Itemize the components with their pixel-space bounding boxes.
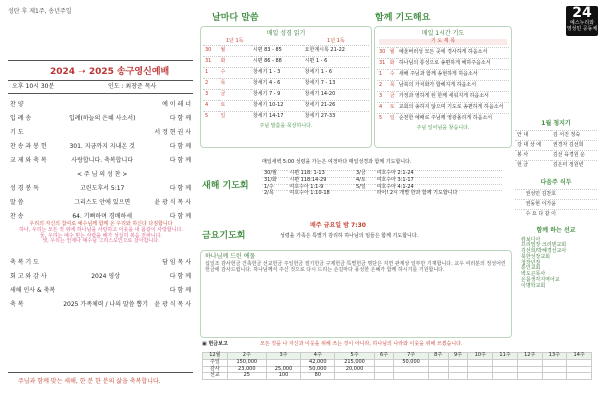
prayer-cell: 2 bbox=[379, 82, 383, 89]
mission-item: 통인교회 bbox=[521, 265, 541, 272]
reading-cell: 수 bbox=[220, 69, 226, 76]
offering-cell bbox=[448, 366, 468, 373]
reading-cell: 2 bbox=[205, 80, 209, 87]
worship-footer: 주님과 함께 맞는 새해, 한 분 한 분의 삶을 축복합니다. bbox=[18, 378, 161, 385]
offering-cell bbox=[493, 366, 518, 373]
reading-panel bbox=[200, 26, 372, 148]
prayer-cell: 하나님의 통성으로 송편하게 해하주옵소서 bbox=[398, 60, 491, 67]
order-of-worship bbox=[8, 98, 193, 224]
prayer-cell: 목 bbox=[389, 82, 395, 89]
news-body: 십일조 감사헌금 건축헌금 선교헌금 주일헌금 절기헌금 구제헌금 특별헌금 명단은 지면 관계상 일부만 기재합니다. 교우 여러분의 정성어린 헌금에 감사드립니다. 하나님께서 주신 것으로 다시 드리는 손길마다 풍성한 은혜가 함께 하시기를 기원합니다. bbox=[205, 261, 506, 273]
prayer-cell: 수 bbox=[389, 71, 395, 78]
offering-cell: 25 bbox=[227, 373, 266, 380]
prayer-row bbox=[377, 80, 509, 91]
order-row bbox=[8, 182, 193, 196]
mission-item: 캄보디아 bbox=[521, 236, 541, 243]
reading-row bbox=[203, 56, 369, 67]
prayer-title: 매일 1시간 기도 bbox=[421, 30, 465, 37]
offering-cell: 6주 bbox=[374, 353, 394, 360]
worship-time: 오후 10시 30분 bbox=[12, 83, 55, 90]
badge-line-1: 예스누리와 bbox=[569, 20, 595, 26]
prayer-subtitle: 기 도 제 목 bbox=[379, 39, 507, 45]
newyear-cell: 30/월 bbox=[264, 170, 277, 176]
reading-cell: 5 bbox=[205, 113, 209, 120]
offering-cell bbox=[428, 366, 448, 373]
bulletin-header: 성탄 후 제1주, 송년주일 bbox=[8, 8, 72, 15]
offering-cell: 12월 bbox=[203, 353, 228, 360]
prayer-row bbox=[377, 69, 509, 80]
church-badge bbox=[566, 6, 598, 36]
reading-cell: 창세기 4 - 6 bbox=[252, 80, 281, 87]
reading-cell: 토 bbox=[220, 102, 226, 109]
order-who: 다 함 께 bbox=[169, 185, 191, 193]
reading-cell: 창세기 14-17 bbox=[252, 113, 284, 120]
order-row bbox=[8, 112, 193, 126]
reading-cell: 3 bbox=[205, 91, 209, 98]
order-row bbox=[8, 284, 193, 298]
prayer-cell: 31 bbox=[379, 60, 386, 67]
offering-cell: 9주 bbox=[448, 353, 468, 360]
offering-cell: 4주 bbox=[301, 353, 335, 360]
reading-cell: 시편 1 - 6 bbox=[304, 58, 328, 65]
prayer-cell: 예울버러성 모든 곳에 경사하게 하옵소서 bbox=[398, 49, 488, 56]
order-desc: 사랑합니다. 축복합니다 bbox=[71, 157, 134, 165]
order-desc: 64. 기뻐하며 경배하세 bbox=[72, 213, 133, 221]
order-who: 다 함 께 bbox=[169, 287, 191, 295]
reading-cell: 4 bbox=[205, 102, 209, 109]
newyear-cell: 라어! 2시 개별 한과 함께 기도합니다 bbox=[376, 190, 458, 197]
steward-row bbox=[515, 141, 597, 151]
mission-item: 청장년장 bbox=[521, 259, 541, 266]
prayer-row bbox=[377, 91, 509, 102]
steward-cell: 권경자 김선희 bbox=[552, 141, 584, 148]
newyear-label: 새해 기도회 bbox=[202, 181, 249, 191]
steward-cell: 헌 금 bbox=[517, 162, 529, 169]
offering-cell: 3주 bbox=[266, 353, 300, 360]
reading-cell: 창세기 10-12 bbox=[252, 102, 284, 109]
reading-cell: 30 bbox=[205, 47, 212, 54]
offering-cell bbox=[468, 373, 493, 380]
mission-item: 김선희/박혜경선교사 bbox=[521, 248, 567, 255]
prayer-cell: 교회의 송하지 않으며 기도로 송편하게 하옵소서 bbox=[398, 104, 504, 111]
prayer-row bbox=[377, 47, 509, 58]
mission-item: 북한성장교회 bbox=[521, 253, 550, 260]
friday-label: 금요기도회 bbox=[202, 231, 246, 241]
order-row bbox=[8, 270, 193, 284]
offering-cell bbox=[542, 366, 567, 373]
offering-cell bbox=[517, 359, 542, 366]
order-row bbox=[8, 126, 193, 140]
order-desc: 그리스도 안에 있으면 bbox=[74, 199, 131, 207]
reading-cell: 금 bbox=[220, 91, 226, 98]
reading-cell: 시편 83 - 85 bbox=[252, 47, 282, 54]
friday-section bbox=[200, 222, 510, 250]
reading-row bbox=[203, 111, 369, 122]
order-who: 다 함 께 bbox=[169, 213, 191, 221]
offering-cell: 25,000 bbox=[266, 366, 300, 373]
prayer-cell: 남북의 가치화가 합해지게 하옵소서 bbox=[398, 82, 477, 89]
offering-cell bbox=[374, 373, 394, 380]
steward-cell: 강 대 상 에 bbox=[517, 141, 542, 148]
prayer-cell: 금 bbox=[389, 93, 395, 100]
offering-cell bbox=[335, 373, 374, 380]
offering-cell bbox=[567, 359, 592, 366]
order-row bbox=[8, 98, 193, 112]
steward-cell: 김선 육경원 운 bbox=[552, 151, 586, 158]
offering-cell: 11주 bbox=[493, 353, 518, 360]
offering-cell bbox=[428, 359, 448, 366]
prayer-table bbox=[377, 47, 509, 125]
confession-line: 둘, 우리는 예수 믿는 사람을 해가 성실히 복음 전파니다. bbox=[39, 232, 163, 239]
prayer-cell: 월 bbox=[389, 49, 395, 56]
offering-cell: 감사 bbox=[203, 366, 228, 373]
offering-cell bbox=[493, 373, 518, 380]
offering-cell bbox=[394, 373, 428, 380]
prayer-cell: 3 bbox=[379, 93, 383, 100]
order-table bbox=[8, 98, 193, 224]
steward-row bbox=[515, 151, 597, 161]
order-item: 회 고 와 감 사 bbox=[10, 273, 47, 281]
offering-cell: 42,000 bbox=[301, 359, 335, 366]
offering-cell bbox=[374, 359, 394, 366]
reading-row bbox=[203, 67, 369, 78]
prayer-cell: 일 bbox=[389, 115, 395, 122]
newyear-cell bbox=[354, 191, 375, 197]
order-who bbox=[144, 168, 193, 182]
order-item: 축 복 bbox=[10, 301, 24, 309]
prayer-row bbox=[377, 102, 509, 113]
reading-cell: 창세기 1 - 3 bbox=[252, 69, 281, 76]
order-desc: 입례(하늘의 은혜 사소서) bbox=[68, 115, 136, 123]
steward-cell: 김 서진 정숙 bbox=[552, 131, 581, 138]
offering-cell bbox=[448, 373, 468, 380]
order-row bbox=[8, 168, 193, 182]
offering-cell: 8주 bbox=[428, 353, 448, 360]
meal-cell bbox=[515, 189, 524, 199]
sidebar bbox=[515, 120, 597, 289]
prayer-cell: 30 bbox=[379, 49, 386, 56]
newyear-cell: 31/화 bbox=[264, 176, 277, 183]
reading-cell: 창세기 1 - 6 bbox=[304, 69, 333, 76]
offering-cell: 주일 bbox=[203, 359, 228, 366]
offering-cell bbox=[567, 373, 592, 380]
offering-cell: 2주 bbox=[227, 353, 266, 360]
offering-cell bbox=[542, 359, 567, 366]
offering-cell bbox=[374, 366, 394, 373]
offering-cell bbox=[428, 373, 448, 380]
reading-cell: 31 bbox=[205, 58, 212, 65]
steward-cell: 김은미 정원빈 bbox=[552, 162, 584, 169]
reading-row bbox=[203, 78, 369, 89]
order-row bbox=[8, 298, 193, 312]
newyear-cell: 4/토 bbox=[355, 176, 366, 183]
reading-cell: 목 bbox=[220, 80, 226, 87]
newyear-row bbox=[262, 177, 502, 184]
newyear-section bbox=[200, 160, 510, 220]
reading-row bbox=[203, 45, 369, 56]
offering-cell bbox=[517, 366, 542, 373]
offering-cell: 선교 bbox=[203, 373, 228, 380]
order-row bbox=[8, 154, 193, 168]
prayer-cell: 토 bbox=[389, 104, 395, 111]
newyear-table bbox=[262, 170, 502, 197]
offering-cell: 13주 bbox=[542, 353, 567, 360]
prayer-cell: 5 bbox=[379, 115, 383, 122]
order-who: 다 함 께 bbox=[169, 273, 191, 281]
order-desc: 2025 가족체력 / 나의 말씀 뽑기 bbox=[63, 301, 149, 309]
prayer-cell: 4 bbox=[379, 104, 383, 111]
reading-cell: 1 bbox=[205, 69, 209, 76]
order-item: 찬 양 bbox=[10, 101, 24, 109]
newyear-cell: 여호수아 4:1-24 bbox=[376, 183, 414, 190]
closing-order bbox=[8, 256, 193, 312]
prayer-row bbox=[377, 113, 509, 124]
meal-row bbox=[515, 199, 597, 209]
reading-cell: 월 bbox=[220, 47, 226, 54]
confession-line: 셋, 우리는 언제나 예수님 그리스도인으로 살아갑니다. bbox=[42, 238, 160, 245]
sidebar-title-meals: 다음주 식두 bbox=[540, 178, 572, 186]
offering-row bbox=[203, 353, 592, 360]
order-who: 윤 광 식 목 사 bbox=[154, 301, 191, 309]
offering-cell: 10주 bbox=[468, 353, 493, 360]
worship-info-bar bbox=[8, 80, 193, 94]
meal-cell bbox=[515, 209, 524, 219]
reading-cell: 화 bbox=[220, 58, 226, 65]
order-row bbox=[8, 140, 193, 154]
meal-cell: 권성민 김찬호 bbox=[525, 190, 557, 197]
prayer-cell: 가정과 영하게 된 한께 세워지게 하옵소서 bbox=[398, 93, 489, 100]
order-who: 예 이 레 너 bbox=[162, 101, 191, 109]
offering-report bbox=[200, 342, 595, 400]
mission-item: 온몸생각지역아교 bbox=[521, 276, 560, 283]
reading-cell: 시편 86 - 88 bbox=[252, 58, 282, 65]
offering-cell: 50,000 bbox=[301, 366, 335, 373]
offering-cell: 12주 bbox=[517, 353, 542, 360]
badge-number: 24 bbox=[572, 5, 592, 21]
reading-title: 매일 성경 읽기 bbox=[266, 30, 306, 37]
newyear-cell: 시편 118:14-29 bbox=[289, 176, 327, 183]
offering-cell bbox=[448, 359, 468, 366]
order-item: 기 도 bbox=[10, 129, 24, 137]
steward-cell: 안 내 bbox=[517, 131, 529, 138]
prayer-cell: 1 bbox=[379, 71, 383, 78]
offering-cell: 5주 bbox=[335, 353, 374, 360]
reading-head-cell: 1년 1독 bbox=[225, 38, 244, 45]
offering-cell: 23,000 bbox=[227, 366, 266, 373]
offering-cell bbox=[266, 359, 300, 366]
offering-cell: 150,000 bbox=[227, 359, 266, 366]
newyear-cell: 3/금 bbox=[355, 170, 366, 176]
newyear-intro: 매일새벽 5:00 성령을 가는은 여정마다 매일성경과 함께 기도합니다. bbox=[262, 159, 412, 165]
offering-table bbox=[202, 352, 592, 380]
reading-row bbox=[203, 100, 369, 111]
offering-cell bbox=[493, 359, 518, 366]
order-who: 윤 광 식 목 사 bbox=[154, 199, 191, 207]
prayer-cell: 순천한 예배로 주님께 영광올리게 하옵소서 bbox=[398, 115, 493, 122]
order-item: 새해 인사 & 축복 bbox=[10, 287, 56, 295]
order-desc: 301. 지금까지 지내온 것 bbox=[69, 143, 135, 151]
offering-text: 모든 것을 나 자신과 이웃을 위해 쓰는 것이 아니라, 하나님의 나라와 이웃을 위해 쓰겠습니다. bbox=[260, 341, 463, 347]
order-desc: 2024 영상 bbox=[91, 273, 121, 281]
offering-cell: 50,000 bbox=[394, 359, 428, 366]
order-desc: 고린도후서 5:17 bbox=[80, 185, 125, 193]
order-item: 성 경 봉 독 bbox=[10, 185, 39, 193]
order-desc bbox=[60, 98, 144, 112]
offering-row bbox=[203, 359, 592, 366]
confession-line: 우리의 자신의 참여로 예수님께 함께 온 우리와 하신다 다짐합니다 bbox=[29, 221, 173, 227]
newyear-cell: 여호수아 1:10-18 bbox=[289, 190, 330, 197]
reading-cell: 창세기 7 - 13 bbox=[304, 80, 336, 87]
newyear-cell: 여호수아 3:1-17 bbox=[376, 176, 414, 183]
newyear-cell: 여호수아 1:1-9 bbox=[289, 183, 324, 190]
prayer-row bbox=[377, 58, 509, 69]
offering-cell bbox=[468, 366, 493, 373]
order-item: 입 례 송 bbox=[10, 115, 32, 123]
offering-cell: 7주 bbox=[394, 353, 428, 360]
offering-row bbox=[203, 373, 592, 380]
reading-cell: 창세기 21-26 bbox=[304, 102, 336, 109]
newyear-cell: 2/목 bbox=[264, 190, 274, 197]
reading-row bbox=[203, 89, 369, 100]
offering-cell: 14주 bbox=[567, 353, 592, 360]
worship-title: 2024 ➝ 2025 송구영신예배 bbox=[50, 67, 170, 77]
newyear-cell: 1/수 bbox=[264, 183, 274, 190]
order-item: 말 씀 bbox=[10, 199, 24, 207]
order-who: 다 함 께 bbox=[169, 115, 191, 123]
meal-cell bbox=[515, 199, 524, 209]
order-row bbox=[8, 196, 193, 210]
reading-note: 주님 말씀을 묵상하니다. bbox=[259, 123, 313, 130]
missions-list bbox=[515, 238, 597, 290]
news-title: 하나님께 드린 예물 bbox=[205, 253, 256, 260]
order-who: 담 임 목 사 bbox=[162, 259, 191, 267]
offering-cell bbox=[394, 366, 428, 373]
offering-cell: 80 bbox=[301, 373, 335, 380]
meal-row bbox=[515, 189, 597, 199]
newyear-cell: 시편 118: 1-13 bbox=[289, 170, 325, 176]
meals-table bbox=[515, 189, 597, 220]
order-who: 서 정 현 권 사 bbox=[154, 129, 191, 137]
sidebar-title-stewards: 1월 청지기 bbox=[541, 120, 571, 127]
offering-cell: 100 bbox=[266, 373, 300, 380]
reading-cell: 창세기 14-20 bbox=[304, 91, 336, 98]
order-desc bbox=[60, 256, 151, 270]
order-who: 다 함 께 bbox=[169, 143, 191, 151]
confession-line: 하나, 우리는 모든 것 위에 하나님을 사랑하고 이웃을 내 몸같이 사랑합니다. bbox=[19, 226, 183, 233]
reading-table bbox=[203, 39, 369, 122]
offering-cell bbox=[567, 366, 592, 373]
badge-line-2: 영성민 공동체 bbox=[566, 26, 598, 32]
reading-head-cell: 1년 1독 bbox=[327, 38, 345, 45]
order-desc: < 주 님 의 성 찬 > bbox=[76, 171, 128, 179]
meal-row bbox=[515, 209, 597, 219]
prayer-panel bbox=[374, 26, 512, 148]
meal-cell: 수 요 다 같 이 bbox=[525, 210, 557, 217]
offering-cell bbox=[542, 373, 567, 380]
confession-block bbox=[10, 222, 192, 245]
offering-cell bbox=[517, 373, 542, 380]
order-row bbox=[8, 256, 193, 270]
reading-cell: 창세기 27-33 bbox=[304, 113, 336, 120]
reading-cell: 요한계시록 21-22 bbox=[304, 47, 345, 54]
reading-cell: 일 bbox=[220, 113, 226, 120]
steward-row bbox=[515, 131, 597, 141]
newyear-cell: 여호수아 2:1-24 bbox=[376, 170, 414, 176]
prayer-cell: 새해 주님과 함께 송현하게 하옵소서 bbox=[398, 71, 478, 78]
mission-item: 프리빌장 크리덴교회 bbox=[521, 242, 567, 249]
steward-cell: 봉 사 bbox=[517, 151, 529, 158]
offering-title: ▣ 헌금보고 bbox=[202, 341, 228, 347]
order-item: 교 제 와 축 복 bbox=[10, 157, 47, 165]
stewards-table bbox=[515, 130, 597, 171]
column-title-word: 날마다 말씀 bbox=[212, 13, 259, 23]
closing-table bbox=[8, 256, 193, 312]
divider bbox=[8, 372, 193, 373]
offering-cell bbox=[468, 359, 493, 366]
mission-item: 이명학교회 bbox=[521, 282, 546, 289]
column-title-prayer: 함께 기도해요 bbox=[375, 13, 431, 23]
order-desc bbox=[60, 284, 151, 298]
worship-leader: 인도 : 최창준 목사 bbox=[108, 83, 157, 90]
prayer-cell: 화 bbox=[389, 60, 395, 67]
order-desc bbox=[60, 126, 144, 140]
offering-cell: 20,000 bbox=[335, 366, 374, 373]
order-item: 찬 송 bbox=[10, 213, 24, 221]
order-item: 찬 송 과 봉 헌 bbox=[10, 143, 47, 151]
offering-cell: 215,000 bbox=[335, 359, 374, 366]
order-item bbox=[8, 168, 60, 182]
newyear-row bbox=[262, 191, 502, 197]
order-item: 축 복 기 도 bbox=[10, 259, 39, 267]
friday-text: 성령을 가족은 특별기 감리하 하나님의 임들은 함께 기도합니다. bbox=[280, 233, 419, 239]
sidebar-title-missions: 함께 하는 선교 bbox=[536, 227, 576, 235]
mission-item: 벽도곤목사 bbox=[521, 271, 546, 278]
newyear-cell: 5/일 bbox=[355, 183, 366, 190]
offering-row bbox=[203, 366, 592, 373]
steward-row bbox=[515, 161, 597, 171]
meal-cell: 권동현 이가윤 bbox=[525, 200, 557, 207]
offering-names-panel bbox=[200, 250, 512, 338]
divider bbox=[8, 60, 193, 61]
reading-cell: 창세기 7 - 9 bbox=[252, 91, 281, 98]
order-who: 다 함 께 bbox=[169, 157, 191, 165]
friday-title: 매주 금요일 밤 7:30 bbox=[310, 222, 366, 229]
prayer-note: 주님 일어님을 찾습니다. bbox=[416, 125, 470, 132]
